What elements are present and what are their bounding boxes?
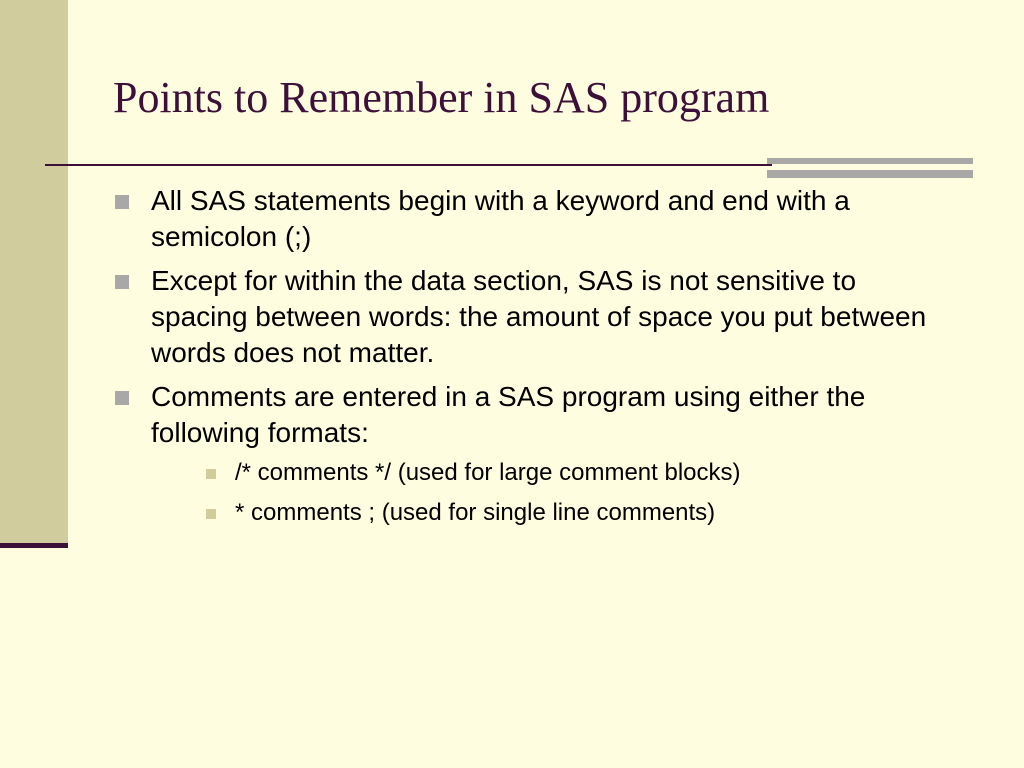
title-accent-bar	[767, 158, 973, 164]
title-accent-bar-lower	[767, 170, 973, 178]
sub-bullet-item	[151, 497, 933, 529]
slide-title: Points to Remember in SAS program	[113, 73, 770, 122]
bullet-item	[113, 263, 933, 371]
bullet-item	[113, 379, 933, 529]
bullet-item	[113, 183, 933, 255]
title-divider	[45, 164, 772, 166]
bullet-text: All SAS statements begin with a keyword and end with a semicolon (;)	[151, 185, 850, 252]
left-bar-underline	[0, 543, 68, 548]
sub-bullet-text: * comments ; (used for single line comments)	[235, 499, 716, 526]
bullet-text: Except for within the data section, SAS is not sensitive to spacing between words: the amount of space you put between words does not matter.	[151, 265, 927, 368]
sub-bullet-text: /* comments */ (used for large comment blocks)	[235, 459, 741, 486]
sub-bullet-item	[151, 457, 933, 489]
square-sub-bullet-icon	[206, 469, 216, 479]
square-bullet-icon	[115, 391, 129, 405]
square-sub-bullet-icon	[206, 509, 216, 519]
bullet-text: Comments are entered in a SAS program using either the following formats:	[151, 381, 866, 448]
sub-bullet-list	[151, 457, 933, 529]
left-decorative-bar	[0, 0, 68, 543]
slide-content	[113, 183, 933, 537]
square-bullet-icon	[115, 275, 129, 289]
square-bullet-icon	[115, 195, 129, 209]
